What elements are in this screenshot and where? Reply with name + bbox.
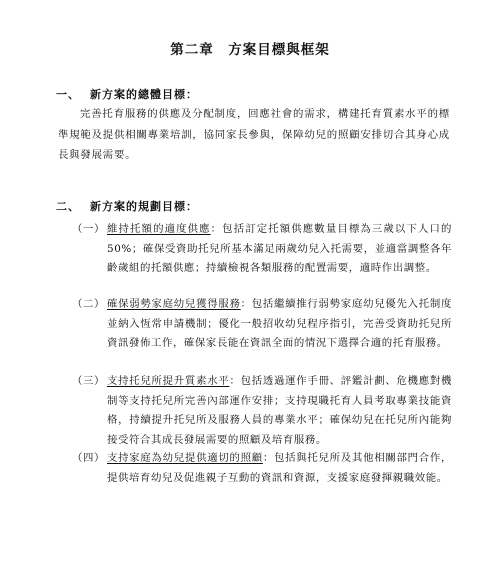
goal-item-body: ：包括透過運作手冊、評鑑計劃、危機應對機制等支持托兒所完善內部運作安排；支持現職托育人員考取專業技能資格，持續提升托兒所及服務人員的專業水平；確保幼兒在托兒所內能夠接受符合其成長發展需要的照顧及培育服務。 [107, 375, 452, 446]
section-heading-text: 新方案的規劃目標： [90, 200, 198, 213]
overall-goal-paragraph: 完善托育服務的供應及分配制度，回應社會的需求，構建托育質素水平的標準規範及提供相關專業培訓，協同家長參與，保障幼兒的照顧安排切合其身心成長與發展需要。 [58, 108, 450, 161]
section-number: 一、 [56, 88, 80, 101]
goal-item-label: （二） [72, 298, 105, 310]
goal-item-text [107, 372, 452, 450]
section-heading-text: 新方案的總體目標： [90, 88, 198, 101]
goal-item-label: （四） [72, 452, 105, 464]
goal-item-body: ：包括繼續推行弱勢家庭幼兒優先入托制度並納入恆常申請機制；優化一般招收幼兒程序指引，完善受資助托兒所資訊發佈工作，確保家長能在資訊全面的情況下選擇合適的托育服務。 [107, 298, 452, 349]
chapter-title: 第二章 方案目標與框架 [170, 42, 330, 58]
goal-item-body: ：包括訂定托額供應數量目標為三歲以下人口的 50%；確保受資助托兒所基本滿足兩歲幼兒入托需要，並適當調整各年齡歲組的托額供應；持續檢視各類服務的配置需要，適時作出調整。 [107, 223, 452, 274]
section-number: 二、 [56, 200, 80, 213]
goal-item-body: ：包括與托兒所及其他相關部門合作，提供培育幼兒及促進親子互動的資訊和資源，支援家庭發揮親職效能。 [107, 452, 452, 484]
goal-item-1 [72, 220, 452, 279]
goal-item-2 [72, 295, 452, 354]
goal-item-title: 維持托額的適度供應 [107, 223, 211, 235]
goal-item-text [107, 220, 452, 279]
goal-item-3 [72, 372, 452, 450]
goal-item-text [107, 295, 452, 354]
goal-item-text [107, 449, 452, 488]
goal-item-title: 支持托兒所提升質素水平 [107, 375, 230, 387]
section-heading-overall-goal [56, 86, 198, 102]
goal-item-label: （三） [72, 375, 105, 387]
goal-item-label: （一） [72, 223, 105, 235]
section-heading-planning-goals [56, 198, 198, 214]
goal-item-title: 確保弱勢家庭幼兒獲得服務 [107, 298, 241, 310]
goal-item-title: 支持家庭為幼兒提供適切的照顧 [107, 452, 263, 464]
goal-item-4 [72, 449, 452, 488]
